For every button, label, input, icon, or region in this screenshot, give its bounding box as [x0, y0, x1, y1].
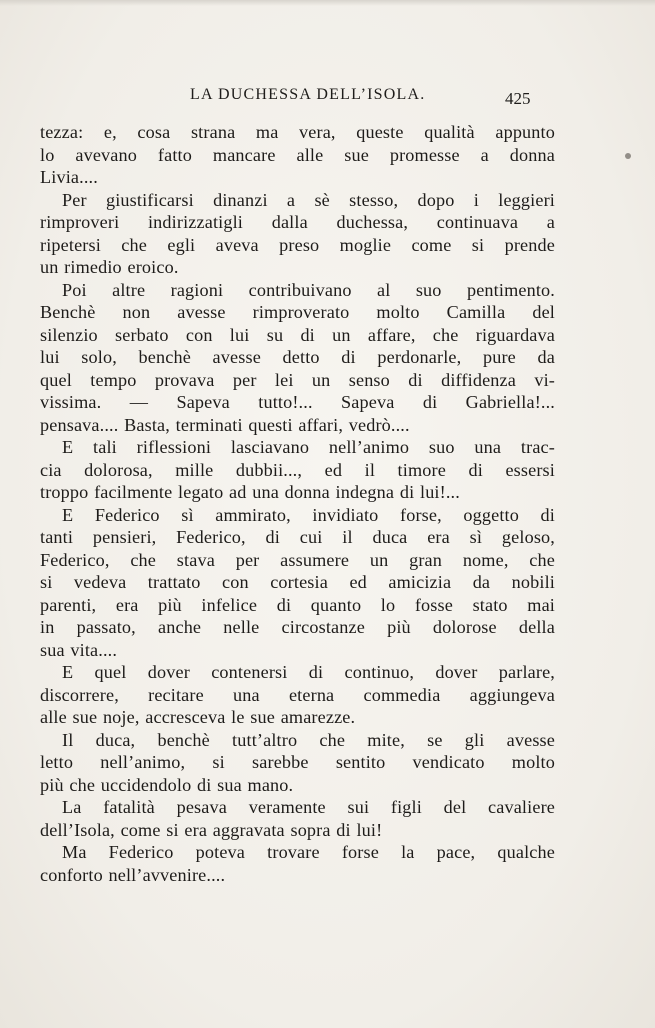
margin-speck	[625, 153, 631, 159]
text-line: sua vita....	[40, 639, 118, 660]
page-number: 425	[505, 89, 531, 108]
text-line: E Federico sì ammirato, invidiato forse, oggetto di	[62, 504, 555, 525]
text-line: Poi altre ragioni contribuivano al suo pentimento.	[62, 279, 555, 300]
text-line: più che uccidendolo di sua mano.	[40, 774, 294, 795]
running-title: LA DUCHESSA DELL’ISOLA.	[190, 86, 426, 103]
text-line: parenti, era più infelice di quanto lo fosse stato mai	[40, 594, 555, 615]
text-line: troppo facilmente legato ad una donna indegna di lui!...	[40, 482, 460, 502]
text-line: silenzio serbato con lui su di un affare, che riguardava	[40, 324, 555, 345]
body-text	[40, 121, 555, 886]
text-line: discorrere, recitare una eterna commedia aggiungeva	[40, 684, 555, 705]
text-line: E quel dover contenersi di continuo, dover parlare,	[62, 662, 555, 682]
text-line: dell’Isola, come si era aggravata sopra di lui!	[40, 819, 383, 840]
text-line: letto nell’animo, si sarebbe sentito vendicato molto	[40, 752, 555, 772]
text-line: vissima. — Sapeva tutto!... Sapeva di Gabriella!...	[40, 392, 555, 412]
text-line: conforto nell’avvenire....	[40, 864, 226, 885]
text-line: E tali riflessioni lasciavano nell’animo suo una trac-	[62, 437, 555, 457]
text-line: cia dolorosa, mille dubbii..., ed il timore di essersi	[40, 459, 555, 480]
text-line: Federico, che stava per assumere un gran nome, che	[40, 549, 555, 570]
text-line: Per giustificarsi dinanzi a sè stesso, dopo i leggieri	[62, 189, 555, 210]
page-header	[0, 86, 655, 116]
text-line: si vedeva trattato con cortesia ed amicizia da nobili	[40, 572, 555, 592]
text-line: lo avevano fatto mancare alle sue promesse a donna	[40, 144, 555, 165]
text-line: ripetersi che egli aveva preso moglie come si prende	[40, 234, 555, 255]
text-line: in passato, anche nelle circostanze più dolorose della	[40, 617, 555, 637]
text-line: Benchè non avesse rimproverato molto Camilla del	[40, 302, 555, 322]
text-line: rimproveri indirizzatigli dalla duchessa, continuava a	[40, 212, 555, 232]
text-line: Livia....	[40, 167, 98, 187]
text-line: un rimedio eroico.	[40, 257, 179, 277]
text-line: Il duca, benchè tutt’altro che mite, se gli avesse	[62, 729, 555, 750]
text-line: tezza: e, cosa strana ma vera, queste qualità appunto	[40, 122, 555, 142]
page-top-edge	[0, 0, 655, 6]
text-line: La fatalità pesava veramente sui figli del cavaliere	[62, 797, 555, 817]
text-line: alle sue noje, accresceva le sue amarezze.	[40, 707, 356, 727]
text-line: pensava.... Basta, terminati questi affari, vedrò....	[40, 414, 410, 435]
text-line: lui solo, benchè avesse detto di perdonarle, pure da	[40, 347, 555, 367]
text-line: tanti pensieri, Federico, di cui il duca era sì geloso,	[40, 527, 555, 547]
text-line: quel tempo provava per lei un senso di diffidenza vi-	[40, 369, 555, 390]
text-line: Ma Federico poteva trovare forse la pace, qualche	[62, 842, 555, 862]
